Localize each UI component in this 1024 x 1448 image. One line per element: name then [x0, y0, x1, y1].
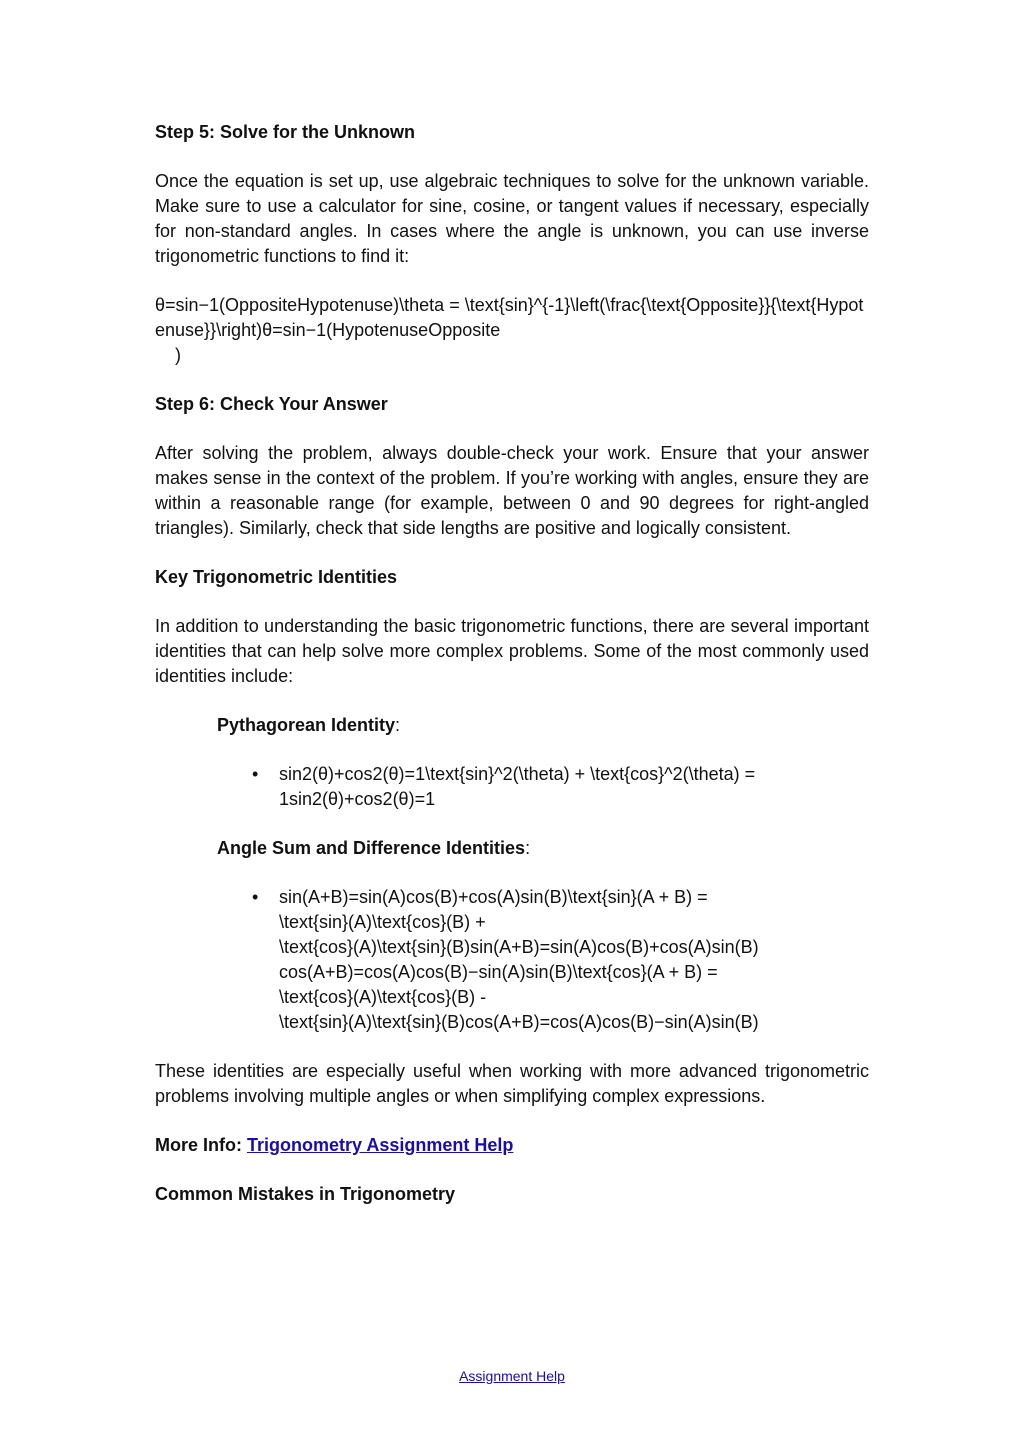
angle-sum-heading — [217, 836, 869, 861]
page-footer — [0, 1368, 1024, 1384]
formula-line: sin(A+B)=sin(A)cos(B)+cos(A)sin(B)\text{sin}(A + B) = — [279, 887, 708, 907]
identities-intro: In addition to understanding the basic trigonometric functions, there are several important identities that can help solve more complex problems. Some of the most commonly used identities include: — [155, 616, 869, 686]
identities-heading: Key Trigonometric Identities — [155, 567, 398, 587]
formula-line: \text{sin}(A)\text{cos}(B) + — [279, 912, 486, 932]
identities-closing: These identities are especially useful when working with more advanced trigonometric problems involving multiple angles or when simplifying complex expressions. — [155, 1061, 869, 1106]
formula-line: sin2(θ)+cos2(θ)=1\text{sin}^2(\theta) + \text{cos}^2(\theta) = — [279, 764, 756, 784]
pythagorean-identity-title: Pythagorean Identity — [217, 715, 396, 735]
pythagorean-identity-list — [155, 762, 869, 812]
formula-line: 1sin2(θ)+cos2(θ)=1 — [279, 789, 436, 809]
step5-heading: Step 5: Solve for the Unknown — [155, 122, 416, 142]
formula-line: \text{sin}(A)\text{sin}(B)cos(A+B)=cos(A)cos(B)−sin(A)sin(B) — [279, 1012, 759, 1032]
angle-sum-title: Angle Sum and Difference Identities — [217, 838, 526, 858]
pythagorean-identity-colon: : — [395, 715, 401, 735]
formula-line: cos(A+B)=cos(A)cos(B)−sin(A)sin(B)\text{cos}(A + B) = — [279, 962, 718, 982]
footer-assignment-help-link[interactable]: Assignment Help — [459, 1368, 565, 1384]
inverse-sine-formula-tail: ) — [175, 345, 181, 365]
formula-line: \text{cos}(A)\text{cos}(B) - — [279, 987, 487, 1007]
pythagorean-identity-heading — [217, 713, 869, 738]
inverse-sine-formula — [155, 293, 869, 368]
angle-sum-list — [155, 885, 869, 1035]
bullet-icon: • — [252, 764, 259, 784]
step6-body: After solving the problem, always double-check your work. Ensure that your answer makes sense in the context of the problem. If you’re working with angles, ensure they are within a reasonable range (for example, between 0 and 90 degrees for right-angled triangles). Similarly, check that side lengths are positive and logically consistent. — [155, 443, 869, 538]
formula-line: \text{cos}(A)\text{sin}(B)sin(A+B)=sin(A)cos(B)+cos(A)sin(B) — [279, 937, 759, 957]
step6-heading: Step 6: Check Your Answer — [155, 394, 388, 414]
list-item — [252, 762, 789, 812]
more-info — [155, 1133, 869, 1158]
common-mistakes-heading: Common Mistakes in Trigonometry — [155, 1184, 456, 1204]
bullet-icon: • — [252, 887, 259, 907]
more-info-label: More Info: — [155, 1135, 242, 1155]
document-page — [155, 120, 869, 1231]
trigonometry-assignment-help-link[interactable]: Trigonometry Assignment Help — [247, 1135, 514, 1155]
list-item — [252, 885, 789, 1035]
step5-body: Once the equation is set up, use algebraic techniques to solve for the unknown variable. Make sure to use a calculator for sine, cosine, or tangent values if necessary, especially for non-standard angles. In cases where the angle is unknown, you can use inverse trigonometric functions to find it: — [155, 171, 869, 266]
inverse-sine-formula-main: θ=sin−1(OppositeHypotenuse)\theta = \text{sin}^{-1}\left(\frac{\text{Opposite}}{\text{Hypotenuse}}\right)θ=sin−1(HypotenuseOpposite — [155, 295, 864, 340]
angle-sum-colon: : — [525, 838, 531, 858]
